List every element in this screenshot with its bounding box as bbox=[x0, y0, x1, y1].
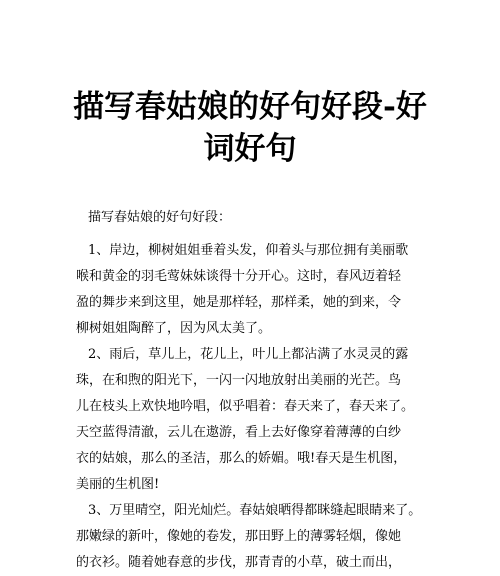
paragraph-line: 天空蓝得清澈，云儿在遨游，看上去好像穿着薄薄的白纱 bbox=[76, 425, 402, 440]
title-line: 词好句 bbox=[203, 131, 297, 167]
paragraph-line: 美丽的生机图! bbox=[76, 477, 160, 492]
paragraph-line: 喉和黄金的羽毛莺妹妹谈得十分开心。这时，春风迈着轻 bbox=[76, 269, 402, 284]
paragraph-line: 柳树姐姐陶醉了，因为风太美了。 bbox=[76, 321, 272, 336]
paragraph-line: 盈的舞步来到这里，她是那样轻，那样柔，她的到来，令 bbox=[76, 295, 402, 310]
paragraph-line: 1、岸边，柳树姐姐垂着头发，仰着头与那位拥有美丽歌 bbox=[88, 243, 409, 258]
paragraph-1 bbox=[76, 238, 446, 342]
paragraph-line: 2、雨后，草儿上，花儿上，叶儿上都沾满了水灵灵的露 bbox=[88, 347, 409, 362]
paragraph-line: 儿在枝头上欢快地吟唱，似乎唱着：春天来了，春天来了。 bbox=[76, 399, 415, 414]
paragraph-line: 珠，在和煦的阳光下，一闪一闪地放射出美丽的光芒。鸟 bbox=[76, 373, 402, 388]
paragraph-line: 那嫩绿的新叶，像她的卷发，那田野上的薄雾轻烟，像她 bbox=[76, 529, 402, 544]
paragraph-3 bbox=[76, 498, 446, 576]
document-body bbox=[76, 208, 446, 576]
paragraph-line: 3、万里晴空，阳光灿烂。春姑娘晒得都眯缝起眼睛来了。 bbox=[88, 503, 422, 518]
paragraph-line: 衣的姑娘，那么的圣洁，那么的娇媚。哦!春天是生机图， bbox=[76, 451, 407, 466]
title-line: 描写春姑娘的好句好段-好 bbox=[73, 89, 427, 125]
document-title bbox=[40, 86, 460, 170]
paragraph-line: 的衣衫。随着她春意的步伐，那青青的小草，破土而出， bbox=[76, 555, 402, 570]
lead-line: 描写春姑娘的好句好段： bbox=[88, 210, 232, 225]
paragraph-2 bbox=[76, 342, 446, 498]
